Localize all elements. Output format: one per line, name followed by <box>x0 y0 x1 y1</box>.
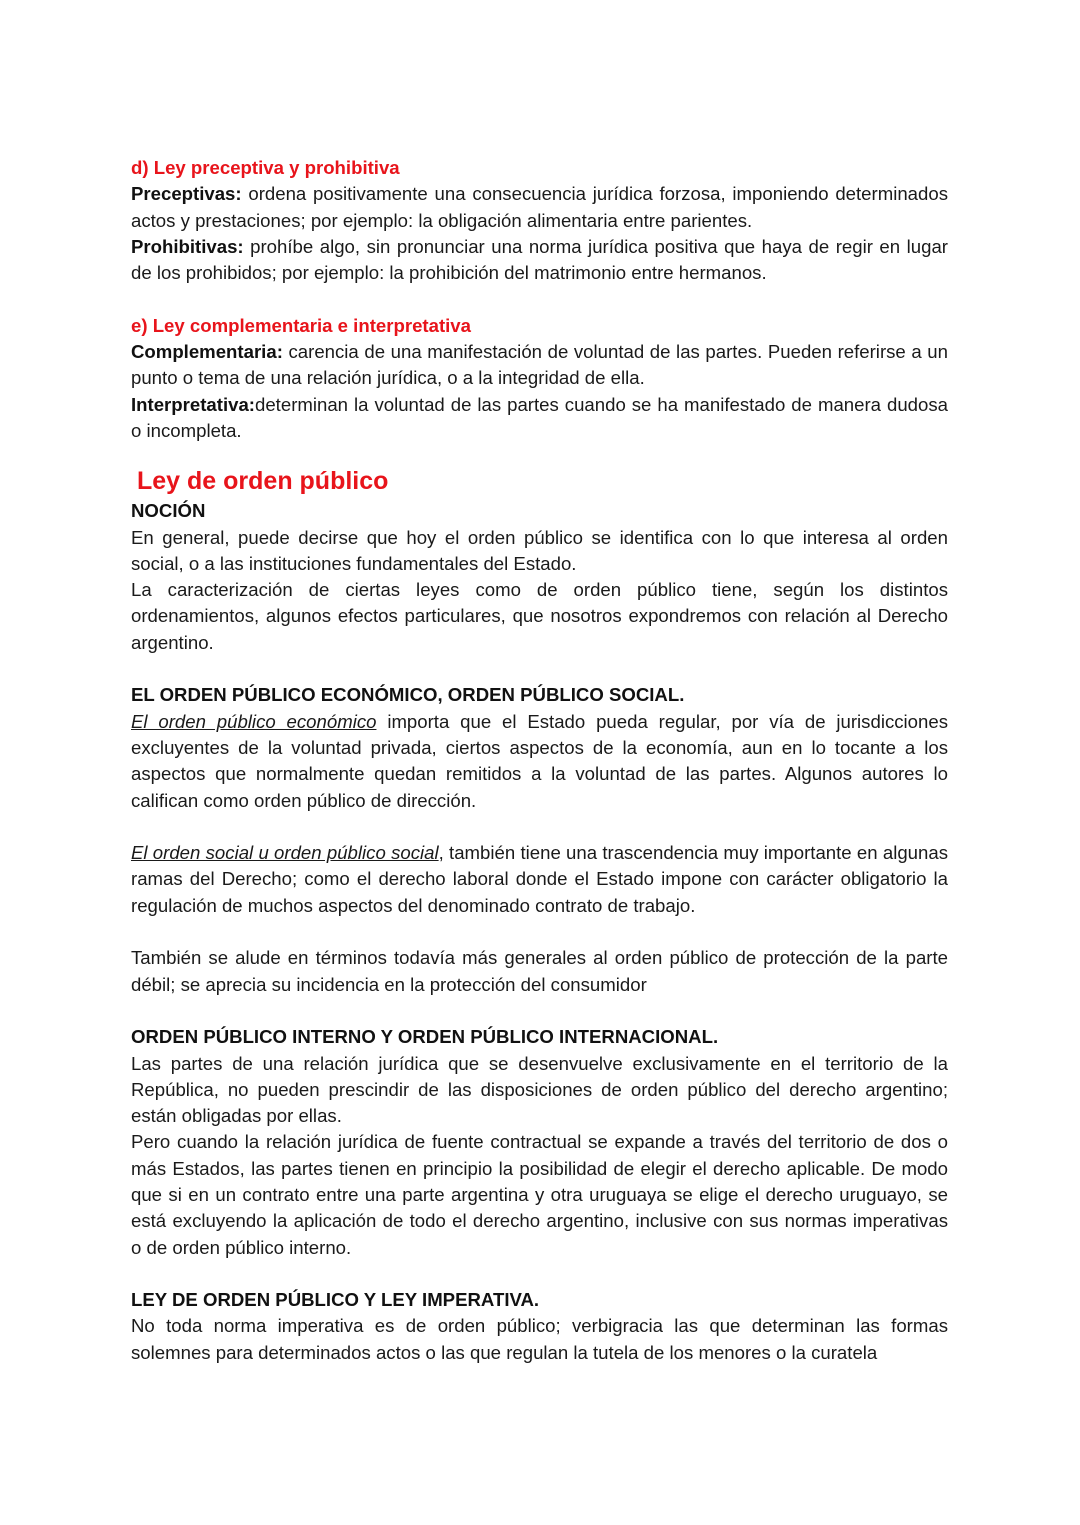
economico-text: importa que el Estado pueda regular, por vía de jurisdicciones excluyentes de la voluntad privada, ciertos aspectos de la economía, aun en lo tocante a los aspectos que normalmente quedan remitidos a la voluntad de las partes. Algunos autores lo califican como orden público de dirección. <box>131 710 948 811</box>
spacer <box>131 286 948 312</box>
economico-paragraph-1 <box>131 709 948 814</box>
section-e-heading: e) Ley complementaria e interpretativa <box>131 314 471 336</box>
nocion-paragraph-2: La caracterización de ciertas leyes como de orden público tiene, según los distintos ordenamientos, algunos efectos particulares, que nosotros expondremos con relación al Derecho argentino. <box>131 579 948 653</box>
interpretativa-text: determinan la voluntad de las partes cuando se ha manifestado de manera dudosa o incompleta. <box>131 393 948 441</box>
preceptivas-text: ordena positivamente una consecuencia jurídica forzosa, imponiendo determinados actos y prestaciones; por ejemplo: la obligación alimentaria entre parientes. <box>131 183 948 231</box>
prohibitivas-text: prohíbe algo, sin pronunciar una norma jurídica positiva que haya de regir en lugar de los prohibidos; por ejemplo: la prohibición del matrimonio entre hermanos. <box>131 235 948 284</box>
interno-paragraph-2: Pero cuando la relación jurídica de fuente contractual se expande a través del territorio de dos o más Estados, las partes tienen en principio la posibilidad de elegir el derecho aplicable. De modo que si en un contrato entre una parte argentina y otra uruguaya se elige el derecho uruguayo, se está excluyendo la aplicación de todo el derecho argentino, inclusive con sus normas imperativas o de orden público interno. <box>131 1131 948 1258</box>
spacer <box>131 1261 948 1287</box>
preceptivas-paragraph <box>131 181 948 234</box>
spacer <box>131 998 948 1024</box>
interno-paragraph-1: Las partes de una relación jurídica que se desenvuelve exclusivamente en el territorio de la República, no pueden prescindir de las disposiciones de orden público del derecho argentino; están obligadas por ellas. <box>131 1052 948 1127</box>
complementaria-term: Complementaria: <box>131 341 283 363</box>
social-paragraph <box>131 840 948 919</box>
interpretativa-paragraph <box>131 392 948 445</box>
spacer <box>131 814 948 840</box>
preceptivas-term: Preceptivas: <box>131 183 242 205</box>
social-text: , también tiene una trascendencia muy importante en algunas ramas del Derecho; como el derecho laboral donde el Estado impone con carácter obligatorio la regulación de muchos aspectos del denominado contrato de trabajo. <box>131 842 948 916</box>
social-term: El orden social u orden público social <box>131 842 439 864</box>
prohibitivas-paragraph <box>131 234 948 287</box>
spacer <box>131 919 948 945</box>
orden-publico-title: Ley de orden público <box>137 467 389 496</box>
complementaria-text: carencia de una manifestación de voluntad de las partes. Pueden referirse a un punto o tema de una relación jurídica, o a la integridad de ella. <box>131 341 948 389</box>
interno-heading: ORDEN PÚBLICO INTERNO Y ORDEN PÚBLICO INTERNACIONAL. <box>131 1026 719 1048</box>
prohibitivas-term: Prohibitivas: <box>131 235 244 257</box>
interpretativa-term: Interpretativa: <box>131 393 255 415</box>
imperativa-paragraph: No toda norma imperativa es de orden público; verbigracia las que determinan las formas solemnes para determinados actos o las que regulan la tutela de los menores o la curatela <box>131 1315 948 1363</box>
proteccion-paragraph: También se alude en términos todavía más generales al orden público de protección de la parte débil; se aprecia su incidencia en la protección del consumidor <box>131 947 948 995</box>
spacer <box>131 444 948 464</box>
complementaria-paragraph <box>131 339 948 392</box>
nocion-heading: NOCIÓN <box>131 500 206 522</box>
nocion-paragraph-1: En general, puede decirse que hoy el orden público se identifica con lo que interesa al orden social, o a las instituciones fundamentales del Estado. <box>131 526 948 574</box>
imperativa-heading: LEY DE ORDEN PÚBLICO Y LEY IMPERATIVA. <box>131 1289 540 1311</box>
document-body <box>131 155 948 1366</box>
spacer <box>131 656 948 682</box>
economico-heading: EL ORDEN PÚBLICO ECONÓMICO, ORDEN PÚBLICO SOCIAL. <box>131 684 685 706</box>
section-d-heading: d) Ley preceptiva y prohibitiva <box>131 157 400 178</box>
economico-term: El orden público económico <box>131 710 377 732</box>
